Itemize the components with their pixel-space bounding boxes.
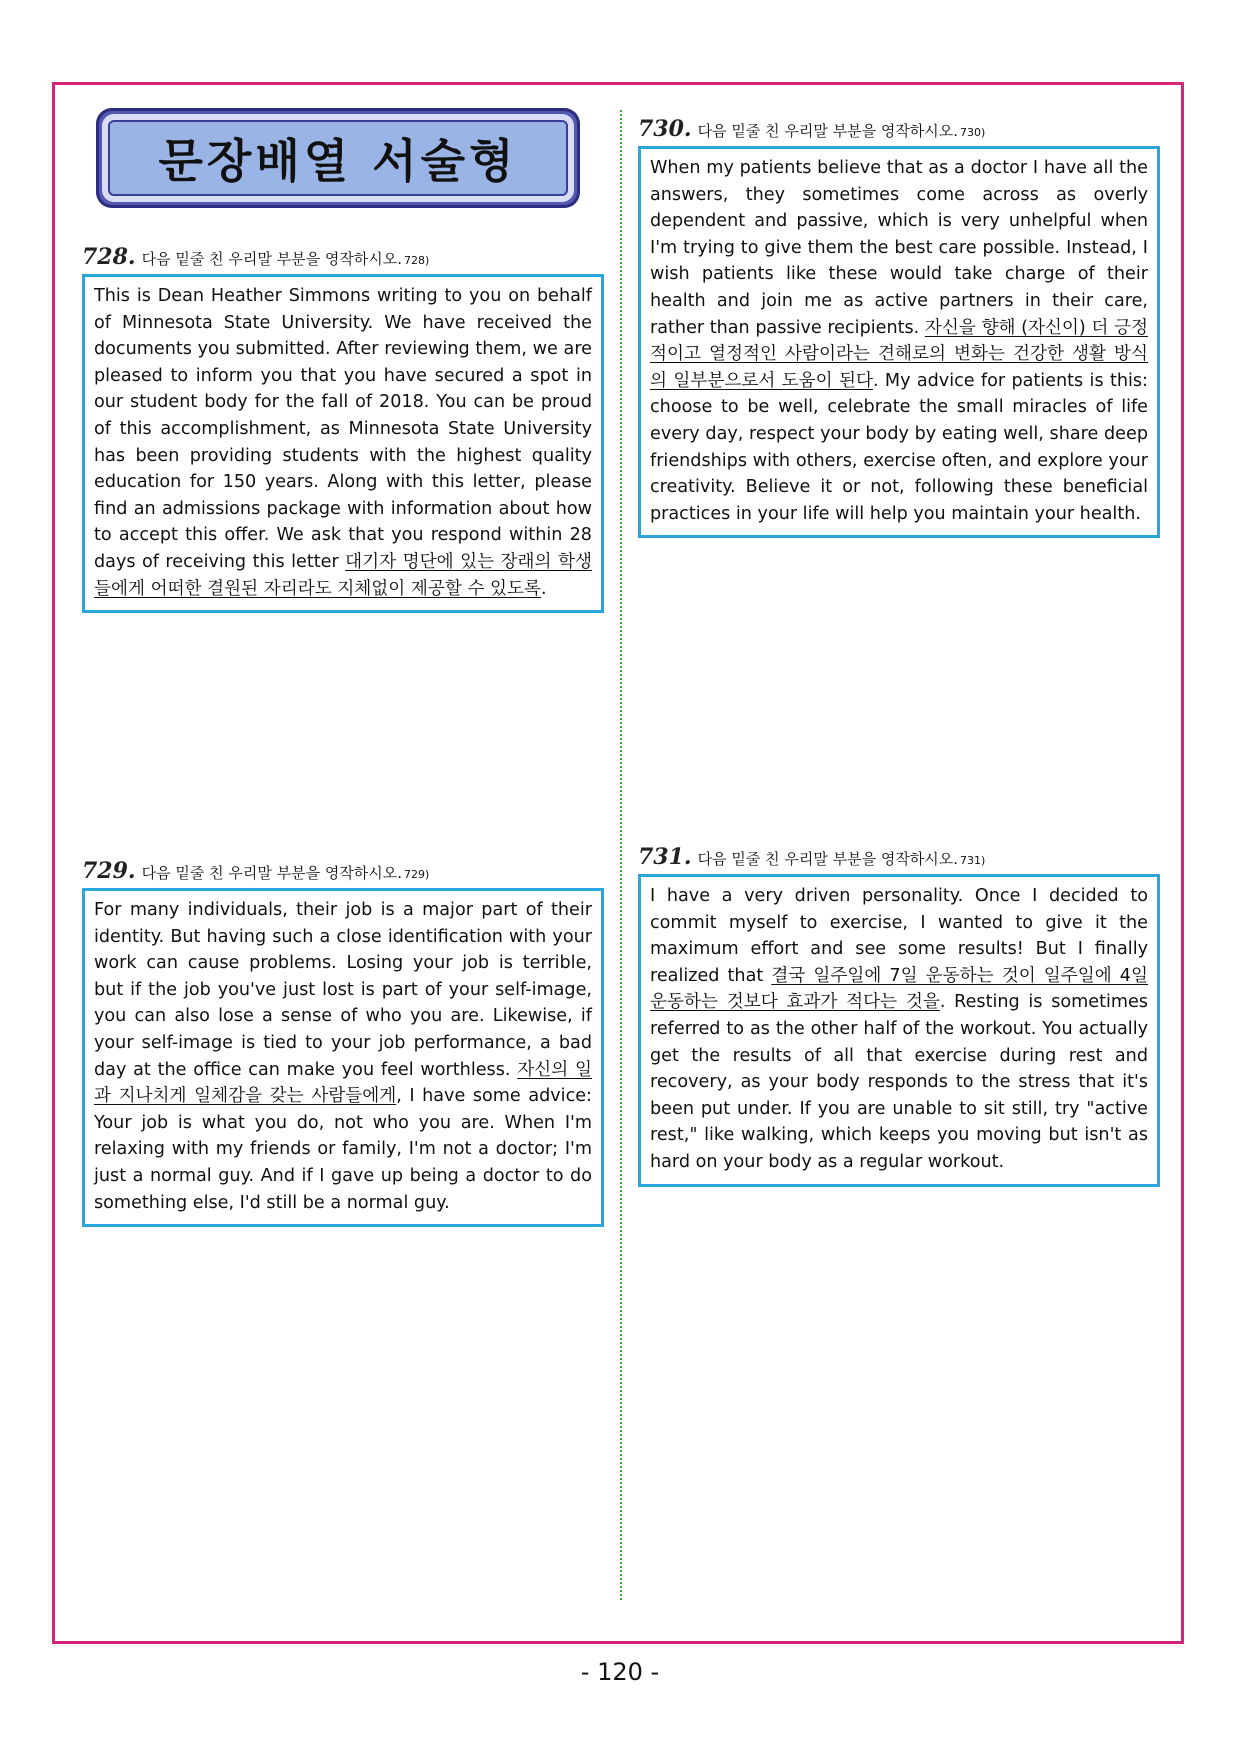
question-number: 731.	[638, 844, 692, 870]
column-divider	[620, 110, 622, 1600]
question-number: 728.	[82, 244, 136, 270]
question-instruction: 다음 밑줄 친 우리말 부분을 영작하시오.	[697, 122, 959, 140]
question-number: 729.	[82, 858, 136, 884]
footnote-marker: 730)	[960, 126, 986, 139]
passage-text-end: . Resting is sometimes referred to as the other half of the workout. You actually get the results of all that exercise during rest and recovery, as your body responds to the stress that it's been put under. If you are unable to sit still, try "active rest," like walking, which keeps you moving but isn't as hard on your body as a regular workout.	[650, 992, 1149, 1172]
underlined-korean: 자신을 향해 (자신이) 더 긍정적이고 열정적인 사람이라는 견해로의 변화는 건강한 생활 방식의 일부분으로서 도움이 된다	[650, 317, 1148, 391]
question-number: 730.	[638, 116, 692, 142]
question-730-header	[638, 116, 985, 142]
question-731-header	[638, 844, 985, 870]
passage-text: For many individuals, their job is a major part of their identity. But having such a close identification with your work can cause problems. Losing your job is terrible, but if the job you've just lost is part of your self-image, you can also lose a sense of who you are. Likewise, if your self-image is tied to your job performance, a bad day at the office can make you feel worthless.	[94, 900, 592, 1080]
question-728-header	[82, 244, 429, 270]
underlined-korean: 자신의 일과 지나치게 일체감을 갖는 사람들에게	[94, 1059, 592, 1107]
passage-text-end: .	[541, 578, 547, 599]
passage-text-end: . My advice for patients is this: choose to be well, celebrate the small miracles of life every day, respect your body by eating well, share deep friendships with others, exercise often, and explore your creativity. Believe it or not, following these beneficial practices in your life will help you maintain your health.	[650, 370, 1148, 524]
section-title-inner	[102, 114, 574, 202]
footnote-marker: 731)	[960, 854, 986, 867]
passage-text: This is Dean Heather Simmons writing to you on behalf of Minnesota State University. We have received the documents you submitted. After reviewing them, we are pleased to inform you that you have secured a spot in our student body for the fall of 2018. You can be proud of this accomplishment, as Minnesota State University has been providing students with the highest quality education for 150 years. Along with this letter, please find an admissions package with information about how to accept this offer. We ask that you respond within 28 days of receiving this letter	[94, 286, 592, 572]
footnote-marker: 728)	[404, 254, 430, 267]
question-instruction: 다음 밑줄 친 우리말 부분을 영작하시오.	[141, 250, 403, 268]
question-730-passage	[638, 146, 1160, 538]
passage-text: I have a very driven personality. Once I decided to commit myself to exercise, I wanted to give it the maximum effort and see some results! But I finally realized that	[650, 886, 1148, 986]
question-729-header	[82, 858, 429, 884]
footnote-marker: 729)	[404, 868, 430, 881]
passage-text-end: , I have some advice: Your job is what you do, not who you are. When I'm relaxing with my friends or family, I'm not a doctor; I'm just a normal guy. And if I gave up being a doctor to do something else, I'd still be a normal guy.	[94, 1086, 592, 1213]
question-instruction: 다음 밑줄 친 우리말 부분을 영작하시오.	[141, 864, 403, 882]
passage-text: When my patients believe that as a doctor I have all the answers, they sometimes come across as overly dependent and passive, which is very unhelpful when I'm trying to give them the best care possible. Instead, I wish patients like these would take charge of their health and join me as active partners in their care, rather than passive recipients.	[650, 158, 1148, 338]
page-number: - 120 -	[580, 1658, 660, 1686]
question-729-passage	[82, 888, 604, 1227]
underlined-korean: 결국 일주일에 7일 운동하는 것이 일주일에 4일 운동하는 것보다 효과가 적다는 것을	[650, 965, 1148, 1013]
underlined-korean: 대기자 명단에 있는 장래의 학생들에게 어떠한 결원된 자리라도 지체없이 제공할 수 있도록	[94, 551, 592, 599]
question-728-passage	[82, 274, 604, 613]
section-title: 문장배열 서술형	[108, 120, 568, 196]
section-title-badge	[96, 108, 580, 208]
question-731-passage	[638, 874, 1160, 1187]
question-instruction: 다음 밑줄 친 우리말 부분을 영작하시오.	[697, 850, 959, 868]
